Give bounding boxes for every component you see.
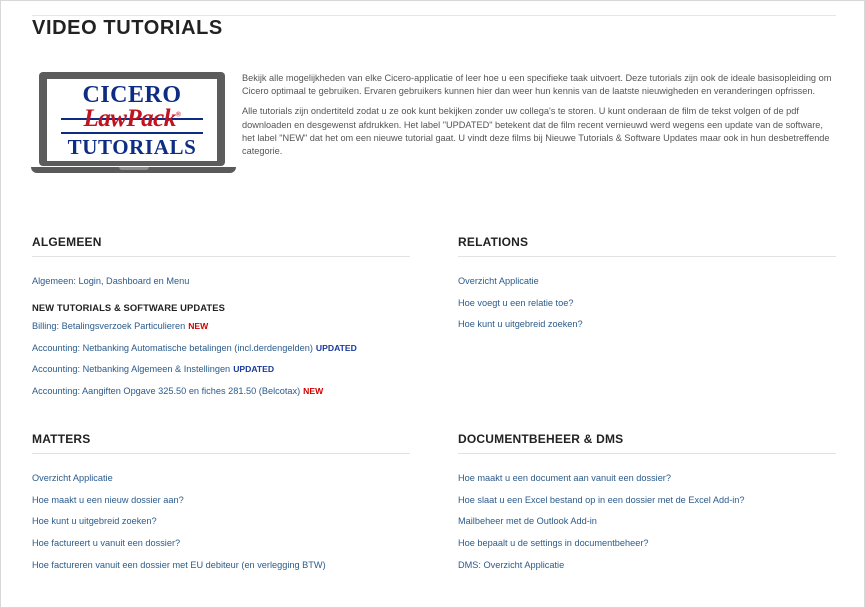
- tutorial-link[interactable]: Hoe slaat u een Excel bestand op in een dossier met de Excel Add-in?: [458, 494, 745, 505]
- tutorial-link[interactable]: Hoe kunt u uitgebreid zoeken?: [458, 319, 583, 330]
- section-relations: [458, 235, 836, 341]
- tutorial-link[interactable]: [32, 386, 410, 397]
- tutorial-link[interactable]: Algemeen: Login, Dashboard en Menu: [32, 276, 190, 286]
- top-divider: [32, 15, 836, 16]
- tutorial-link[interactable]: DMS: Overzicht Applicatie: [458, 559, 565, 570]
- tutorial-link[interactable]: Overzicht Applicatie: [32, 473, 113, 483]
- logo-tutorials: TUTORIALS: [67, 135, 197, 159]
- new-badge: NEW: [188, 321, 209, 331]
- logo-lawpack-text: LawPack: [83, 105, 176, 132]
- updated-badge: UPDATED: [315, 342, 357, 353]
- laptop-notch: [119, 167, 149, 170]
- tutorial-link-label: Billing: Betalingsverzoek Particulieren: [32, 321, 186, 331]
- tutorial-link[interactable]: [32, 321, 410, 332]
- section-algemeen: [32, 235, 410, 408]
- tutorial-link-label: Accounting: Aangiften Opgave 325.50 en fiches 281.50 (Belcotax): [32, 386, 301, 397]
- tutorial-link[interactable]: Mailbeheer met de Outlook Add-in: [458, 516, 597, 527]
- updated-badge: UPDATED: [233, 364, 275, 375]
- tutorial-link[interactable]: Hoe kunt u uitgebreid zoeken?: [32, 516, 157, 527]
- page-title: VIDEO TUTORIALS: [32, 17, 223, 39]
- relations-links: [458, 276, 836, 330]
- tutorial-link[interactable]: Hoe factureert u vanuit een dossier?: [32, 538, 181, 549]
- logo-panel: [47, 79, 217, 161]
- tutorial-link[interactable]: Overzicht Applicatie: [458, 276, 539, 286]
- tutorial-link-label: Accounting: Netbanking Automatische betalingen (incl.derdengelden): [32, 342, 313, 353]
- logo-cicero: CICERO: [82, 82, 182, 108]
- new-badge: NEW: [303, 386, 324, 397]
- tutorial-link[interactable]: [32, 364, 410, 375]
- intro-paragraph-2: Alle tutorials zijn ondertiteld zodat u ze ook kunt bekijken zonder uw collega's te storen. U kunt onderaan de film de tekst volgen of de pdf downloaden en desgewenst afdrukken. Het label "UPDATED" betekent dat de film recent vernieuwd werd wegens een update van de software, het label "NEW" dat het om een nieuwe tutorial gaat. U vindt deze films bij Nieuwe Tutorials & Software Updates maar ook in hun desbetreffende categorie.: [242, 106, 830, 157]
- section-matters: [32, 432, 410, 581]
- new-updates-list: [32, 321, 410, 397]
- new-updates-heading: NEW TUTORIALS & SOFTWARE UPDATES: [32, 302, 225, 313]
- tutorials-logo: [31, 72, 236, 178]
- section-title-documentbeheer: DOCUMENTBEHEER & DMS: [458, 432, 836, 454]
- intro-text: [242, 72, 838, 165]
- tutorial-link[interactable]: Hoe bepaalt u de settings in documentbeheer?: [458, 538, 649, 549]
- matters-links: [32, 473, 410, 571]
- laptop-screen: [39, 72, 225, 166]
- section-title-relations: RELATIONS: [458, 235, 836, 257]
- tutorial-link[interactable]: Hoe maakt u een nieuw dossier aan?: [32, 494, 184, 505]
- logo-lawpack: [47, 105, 217, 133]
- section-title-matters: MATTERS: [32, 432, 410, 454]
- tutorial-link[interactable]: [32, 343, 410, 354]
- tutorial-link[interactable]: Hoe voegt u een relatie toe?: [458, 297, 574, 308]
- section-documentbeheer: [458, 432, 836, 581]
- intro-paragraph-1: Bekijk alle mogelijkheden van elke Cicero-applicatie of leer hoe u een specifieke taak uitvoert. Deze tutorials zijn ook de ideale basisopleiding om Cicero optimaal te gebruiken. Ervaren gebruikers kunnen hier dan weer hun kennis van de laatste nieuwigheden en veranderingen opfrissen.: [242, 73, 832, 97]
- documentbeheer-links: [458, 473, 836, 571]
- section-title-algemeen: ALGEMEEN: [32, 235, 410, 257]
- tutorial-link-label: Accounting: Netbanking Algemeen & Instellingen: [32, 364, 231, 375]
- logo-rule-bottom: [61, 132, 203, 134]
- algemeen-links: [32, 276, 410, 287]
- tutorial-link[interactable]: Hoe factureren vanuit een dossier met EU debiteur (en verlegging BTW): [32, 559, 326, 570]
- logo-registered-mark: ®: [175, 110, 181, 119]
- tutorial-link[interactable]: Hoe maakt u een document aan vanuit een dossier?: [458, 473, 671, 483]
